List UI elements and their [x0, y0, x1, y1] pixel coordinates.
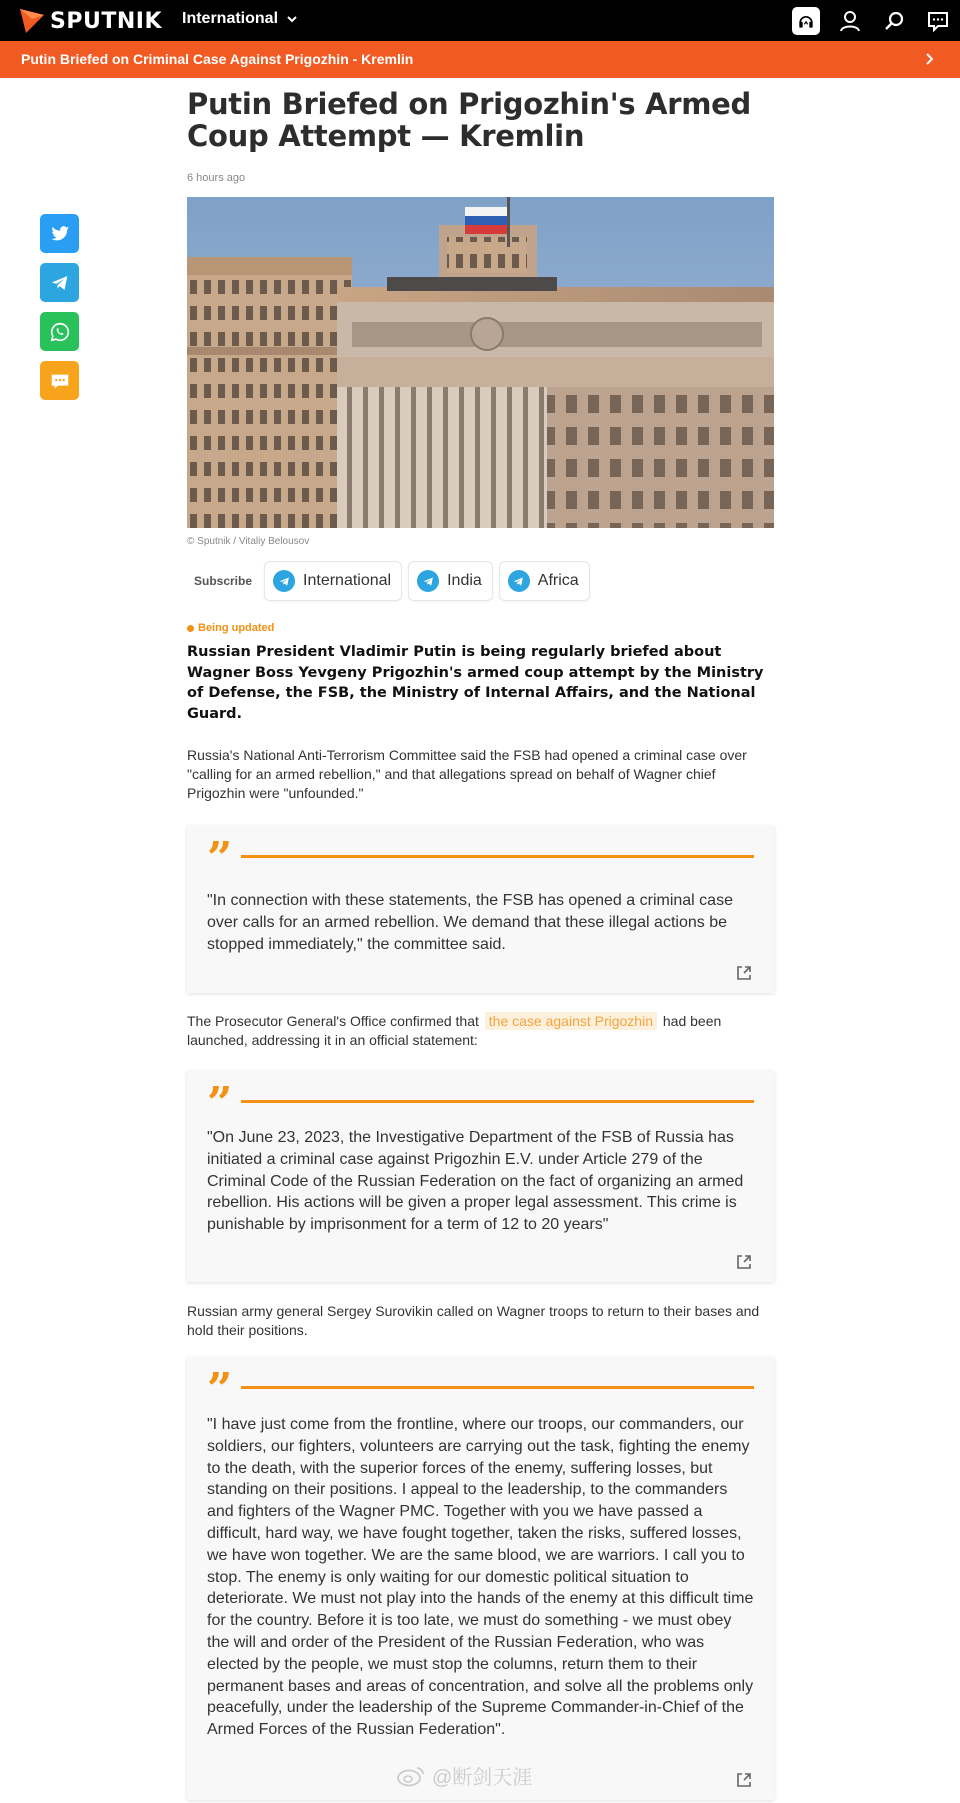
article-timestamp: 6 hours ago [187, 172, 246, 184]
edition-selector[interactable] [182, 10, 298, 28]
top-nav-bar [0, 0, 960, 41]
share-telegram-button[interactable] [40, 263, 79, 302]
share-comment-button[interactable] [40, 361, 79, 400]
subscribe-channel-label: Africa [537, 572, 579, 589]
article-hero-image[interactable] [187, 197, 774, 528]
logo-text: SPUTNIK [50, 8, 162, 34]
photo-credit: © Sputnik / Vitaliy Belousov [187, 536, 310, 547]
status-dot [187, 625, 194, 632]
radio-button[interactable] [784, 0, 828, 41]
search-icon [882, 9, 906, 33]
weibo-icon [396, 1765, 426, 1787]
quote-divider [241, 855, 754, 858]
quote-block [187, 1357, 774, 1800]
quote-icon: ” [207, 833, 233, 884]
twitter-icon [49, 223, 71, 245]
telegram-icon [49, 272, 71, 294]
article [187, 88, 774, 1800]
subscribe-channel-label: International [303, 572, 392, 589]
quote-divider [241, 1386, 754, 1389]
subscribe-label: Subscribe [194, 574, 253, 588]
breaking-news-bar[interactable] [0, 41, 960, 78]
share-whatsapp-button[interactable] [40, 312, 79, 351]
share-quote-icon[interactable] [734, 1252, 754, 1272]
subscribe-india-button[interactable] [408, 561, 493, 601]
sputnik-logo-icon [18, 7, 46, 35]
edition-label: International [182, 10, 279, 27]
quote-divider [241, 1100, 754, 1103]
article-paragraph: Russian army general Sergey Surovikin called on Wagner troops to return to their bases and hold their positions. [187, 1303, 760, 1338]
article-paragraph: Russia's National Anti-Terrorism Committee said the FSB had opened a criminal case over "calling for an armed rebellion," and that allegations spread on behalf of Wagner chief Prigozhin were "unfounded." [187, 747, 747, 801]
telegram-icon [273, 570, 295, 592]
chat-button[interactable] [916, 0, 960, 41]
quote-icon: ” [207, 1364, 233, 1415]
building-photo [187, 197, 774, 528]
subscribe-africa-button[interactable] [499, 561, 590, 601]
watermark-text: @断剑天涯 [432, 1767, 533, 1789]
telegram-icon [508, 570, 530, 592]
subscribe-international-button[interactable] [264, 561, 402, 601]
paragraph-text: had been launched, addressing it in an official statement: [187, 1013, 722, 1048]
article-title: Putin Briefed on Prigozhin's Armed Coup Attempt — Kremlin [187, 87, 751, 153]
comment-icon [49, 370, 71, 392]
radio-icon [796, 11, 816, 31]
chat-icon [926, 9, 950, 33]
whatsapp-icon [49, 321, 71, 343]
chevron-right-icon [922, 52, 936, 66]
status-badge [187, 622, 774, 634]
user-icon [838, 9, 862, 33]
quote-icon: ” [207, 1078, 233, 1129]
article-paragraph [187, 1012, 774, 1050]
paragraph-text: The Prosecutor General's Office confirmed that [187, 1013, 479, 1029]
quote-text: "I have just come from the frontline, where our troops, our commanders, our soldiers, our fighters, volunteers are carrying out the task, fighting the enemy to the death, with the superior forces of the enemy, suffering losses, but standing on their positions. I appeal to the leadership, to the commanders and fighters of the Wagner PMC. Together with you we have passed a difficult, hard way, we have fought together, taken the risks, suffered losses, we have won together. We are the same blood, we are warriors. I call you to stop. The enemy is only waiting for our domestic political situation to deteriorate. We must not play into the hands of the enemy at this difficult time for the country. Before it is too late, we must do something - we must obey the will and order of the President of the Russian Federation, who was elected by the people, we must stop the columns, return them to their permanent bases and areas of concentration, and solve all the problems only peacefully, under the leadership of the Supreme Commander-in-Chief of the Armed Forces of the Russian Federation". [207, 1416, 754, 1739]
search-button[interactable] [872, 0, 916, 41]
related-article-link[interactable]: the case against Prigozhin [485, 1012, 657, 1030]
quote-text: "On June 23, 2023, the Investigative Department of the FSB of Russia has initiated a criminal case against Prigozhin E.V. under Article 279 of the Criminal Code of the Russian Federation on the fact of organizing an armed rebellion. His actions will be given a proper legal assessment. This crime is punishable by imprisonment for a term of 12 to 20 years" [207, 1129, 744, 1234]
chevron-down-icon [286, 13, 298, 25]
watermark [396, 1761, 532, 1790]
user-button[interactable] [828, 0, 872, 41]
share-quote-icon[interactable] [734, 963, 754, 983]
share-quote-icon[interactable] [734, 1770, 754, 1790]
quote-block [187, 826, 774, 993]
breaking-news-text: Putin Briefed on Criminal Case Against Prigozhin - Kremlin [21, 51, 414, 67]
telegram-icon [417, 570, 439, 592]
share-twitter-button[interactable] [40, 214, 79, 253]
status-label: Being updated [198, 622, 275, 634]
subscribe-channel-label: India [447, 572, 482, 589]
sputnik-logo[interactable] [18, 5, 162, 37]
subscribe-bar [187, 561, 774, 601]
quote-text: "In connection with these statements, the FSB has opened a criminal case over calls for an armed rebellion. We demand that these illegal actions be stopped immediately," the committee said. [207, 892, 733, 953]
article-lead: Russian President Vladimir Putin is being regularly briefed about Wagner Boss Yevgeny Prigozhin's armed coup attempt by the Ministry of Defense, the FSB, the Ministry of Internal Affairs, and the National Guard. [187, 644, 764, 722]
quote-block [187, 1071, 774, 1282]
